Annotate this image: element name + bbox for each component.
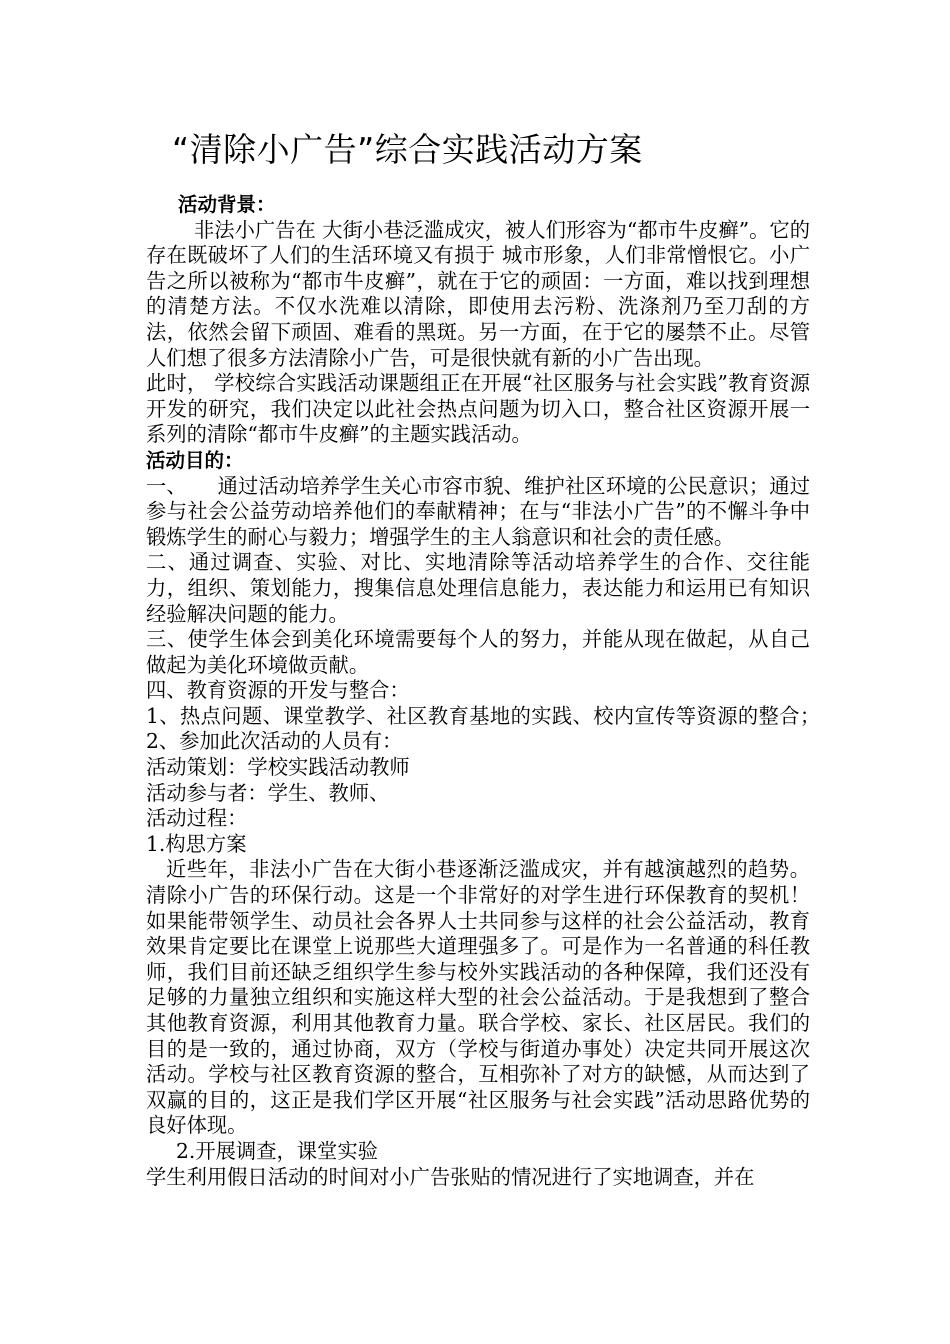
purpose-heading: 活动目的：	[146, 448, 244, 472]
participants-line: 活动参与者：学生、教师、	[146, 780, 390, 805]
document-body	[146, 192, 837, 1190]
purpose-item-2: 二、通过调查、实验、对比、实地清除等活动培养学生的合作、交往能力，组织、策划能力，搜集信息处理信息能力，表达能力和运用已有知识经验解决问题的能力。	[146, 550, 810, 626]
purpose-item-3: 三、使学生体会到美化环境需要每个人的努力，并能从现在做起，从自己做起为美化环境做贡献。	[146, 627, 810, 677]
background-paragraph-2: 此时， 学校综合实践活动课题组正在开展“社区服务与社会实践”教育资源开发的研究，我们决定以此社会热点问题为切入口，整合社区资源开展一系列的清除“都市牛皮癣”的主题实践活动。	[146, 371, 810, 447]
purpose-item-4: 四、教育资源的开发与整合：	[146, 678, 410, 703]
step-2-text: 学生利用假日活动的时间对小广告张贴的情况进行了实地调查，并在	[146, 1164, 755, 1189]
background-heading: 活动背景：	[178, 193, 276, 216]
step-1-title: 1.构思方案	[146, 831, 247, 856]
background-paragraph-1: 非法小广告在 大街小巷泛滥成灾，被人们形容为“都市牛皮癣”。它的存在既破坏了人们的生活环境又有损于 城市形象，人们非常憎恨它。小广告之所以被称为“都市牛皮癣”，就在于它的顽固：一方面，难以找到理想的清楚方法。不仅水洗难以清除，即使用去污粉、洗涤剂乃至刀刮的方法，依然会留下顽固、难看的黑斑。另一方面，在于它的屡禁不止。尽管人们想了很多方法清除小广告，可是很快就有新的小广告出现。	[146, 217, 810, 370]
purpose-item-1: 一、 通过活动培养学生关心市容市貌、维护社区环境的公民意识；通过参与社会公益劳动培养他们的奉献精神；在与“非法小广告”的不懈斗争中锻炼学生的耐心与毅力；增强学生的主人翁意识和社会的责任感。	[146, 473, 810, 549]
process-heading: 活动过程：	[146, 806, 248, 831]
step-1-text: 近些年，非法小广告在大街小巷逐渐泛滥成灾，并有越演越烈的趋势。清除小广告的环保行动。这是一个非常好的对学生进行环保教育的契机！如果能带领学生、动员社会各界人士共同参与这样的社会公益活动，教育效果肯定要比在课堂上说那些大道理强多了。可是作为一名普通的科任教师，我们目前还缺乏组织学生参与校外实践活动的各种保障，我们还没有足够的力量独立组织和实施这样大型的社会公益活动。于是我想到了整合其他教育资源，利用其他教育力量。联合学校、家长、社区居民。我们的目的是一致的，通过协商，双方（学校与街道办事处）决定共同开展这次活动。学校与社区教育资源的整合，互相弥补了对方的缺憾，从而达到了双赢的目的，这正是我们学区开展“社区服务与社会实践”活动思路优势的良好体现。	[146, 857, 810, 1138]
step-2-title: 2.开展调查，课堂实验	[176, 1138, 378, 1163]
document-title: “清除小广告”综合实践活动方案	[172, 130, 643, 169]
resources-paragraph: 1、热点问题、课堂教学、社区教育基地的实践、校内宣传等资源的整合； 2、参加此次活动的人员有：	[146, 703, 837, 754]
planner-line: 活动策划：学校实践活动教师	[146, 755, 410, 780]
